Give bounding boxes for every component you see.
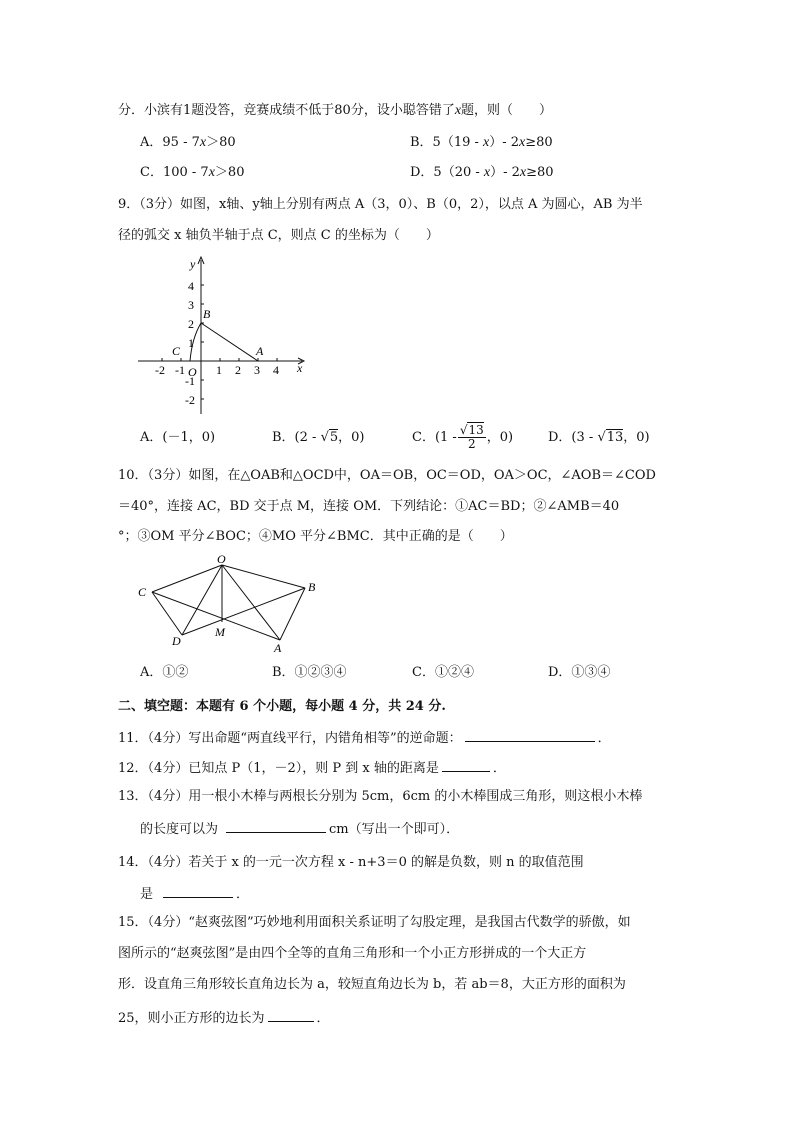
- q10-option-c[interactable]: C．①②④: [412, 665, 474, 680]
- segment-cd: [152, 592, 182, 635]
- tick-x-neg2: -2: [155, 363, 165, 377]
- label-a: A: [256, 344, 264, 358]
- q13-line-2: [140, 818, 459, 840]
- q13-unit: cm（写出一个即可）．: [329, 822, 460, 837]
- q11-answer-blank[interactable]: [465, 727, 595, 742]
- q12: [118, 757, 506, 779]
- segment-bd: [182, 588, 305, 635]
- axis-ticks: [162, 285, 277, 399]
- q15-line-4: [118, 1007, 330, 1029]
- tick-x-neg1: -1: [175, 363, 185, 377]
- q8-option-b-var1: x: [483, 135, 490, 150]
- label-x: x: [297, 361, 303, 375]
- q8-option-b-var2: x: [519, 135, 526, 150]
- q8-option-a[interactable]: [140, 133, 236, 153]
- tick-y-3: 3: [188, 298, 194, 312]
- tick-x-2: 2: [235, 363, 241, 377]
- q14-text: 是: [140, 887, 154, 902]
- q8-option-a-end: ＞80: [206, 135, 236, 150]
- q10-line-3: °；③OM 平分∠BOC；④MO 平分∠BMC．其中正确的是（ ）: [118, 529, 513, 544]
- q14-end: ．: [236, 887, 250, 902]
- q9-option-c-numerator: 13: [468, 423, 484, 437]
- q8-option-b-text: B．5（19 -: [410, 135, 484, 150]
- q11: [118, 727, 611, 749]
- q15-line-2: 图所示的“赵爽弦图”是由四个全等的直角三角形和一个小正方形拼成的一个大正方: [118, 946, 587, 961]
- q15-answer-blank[interactable]: [268, 1007, 314, 1022]
- q8-option-a-text: A．95 - 7: [140, 135, 200, 150]
- tick-x-3: 3: [254, 363, 260, 377]
- q14-line-2: [140, 883, 249, 905]
- q9-option-d-radicand: 13: [606, 430, 624, 445]
- q9-option-d-post: ，0): [623, 430, 650, 445]
- q14-answer-blank[interactable]: [163, 883, 233, 898]
- q10-option-d[interactable]: D．①③④: [548, 665, 611, 680]
- q14-line-1: 14．（4分）若关于 x 的一元一次方程 x - n+3＝0 的解是负数，则 n 的取值范围: [118, 855, 584, 870]
- q9-option-b[interactable]: B．(2 - √5，0): [272, 430, 365, 445]
- q8-option-d-end: ≥80: [526, 165, 554, 180]
- label-o: O: [188, 365, 197, 379]
- q8-option-b-mid: ）- 2: [489, 135, 520, 150]
- q15-line-3: 形．设直角三角形较长直角边长为 a，较短直角边长为 b，若 ab＝8，大正方形的面积为: [118, 977, 626, 992]
- q9-option-d-pre: D．(3 -: [548, 430, 598, 445]
- q9-coordinate-figure: [130, 252, 315, 420]
- label-c: C: [138, 585, 147, 599]
- label-b: B: [308, 580, 316, 594]
- q8-option-d-mid: ）- 2: [490, 165, 520, 180]
- tick-x-1: 1: [216, 363, 222, 377]
- q9-line-2: 径的弧交 x 轴负半轴于点 C，则点 C 的坐标为（ ）: [118, 228, 439, 243]
- q13-text: 的长度可以为: [140, 822, 219, 837]
- tick-x-4: 4: [273, 363, 279, 377]
- q11-text: 11．（4分）写出命题“两直线平行，内错角相等”的逆命题：: [118, 731, 462, 746]
- tick-y-4: 4: [188, 279, 194, 293]
- q8-option-d[interactable]: [410, 163, 554, 183]
- label-o: O: [217, 555, 226, 566]
- q8-option-c-end: ＞80: [214, 165, 245, 180]
- label-d: D: [172, 634, 181, 648]
- q9-option-c-denominator: 2: [467, 437, 476, 451]
- q8-option-d-var1: x: [483, 165, 491, 180]
- q9-option-c[interactable]: [412, 422, 513, 454]
- q9-option-b-pre: B．(2 -: [272, 430, 321, 445]
- tick-y-neg1: -1: [185, 374, 195, 388]
- label-b: B: [203, 307, 211, 321]
- segment-ab: [201, 323, 258, 361]
- q11-end: ．: [597, 731, 611, 746]
- q10-option-b[interactable]: B．①②③④: [272, 665, 347, 680]
- label-c: C: [172, 344, 181, 358]
- label-a: A: [274, 641, 282, 655]
- q15-text: 25，则小正方形的边长为: [118, 1011, 265, 1026]
- q12-text: 12．（4分）已知点 P（1，－2），则 P 到 x 轴的距离是: [118, 761, 439, 776]
- q8-option-b-end: ≥80: [525, 135, 553, 150]
- q8-option-c[interactable]: [140, 163, 244, 183]
- segment-oc: [152, 565, 222, 592]
- q8-option-d-var2: x: [519, 165, 527, 180]
- q13-answer-blank[interactable]: [226, 818, 326, 833]
- q10-line-2: ＝40°，连接 AC，BD 交于点 M，连接 OM．下列结论：①AC＝BD；②∠AMB＝40: [118, 499, 620, 514]
- q8-option-c-text: C．100 - 7: [140, 165, 209, 180]
- q8-option-c-var: x: [208, 165, 215, 180]
- q15-end: ．: [316, 1011, 330, 1026]
- q8-var: x: [454, 103, 462, 118]
- q9-option-a[interactable]: A．(－1，0): [140, 430, 216, 445]
- q15-line-1: 15．（4分）“赵爽弦图”巧妙地利用面积关系证明了勾股定理，是我国古代数学的骄傲，如: [118, 915, 631, 930]
- q12-answer-blank[interactable]: [442, 757, 490, 772]
- q9-line-1: 9．（3分）如图，x轴、y轴上分别有两点 A（3，0）、B（0，2），以点 A 为圆心，AB 为半: [118, 197, 643, 212]
- q13-line-1: 13．（4分）用一根小木棒与两根长分别为 5cm，6cm 的小木棒围成三角形，则这根小木棒: [118, 789, 643, 804]
- q9-option-b-radicand: 5: [329, 430, 339, 445]
- q8-option-b[interactable]: [410, 133, 553, 153]
- q8-text-end: 题，则（ ）: [461, 103, 553, 118]
- q10-option-a[interactable]: A．①②: [140, 665, 189, 680]
- q9-option-c-post: ，0): [486, 430, 514, 445]
- q9-option-c-pre: C．(1 -: [412, 430, 457, 445]
- q8-text: 分．小滨有1题没答，竞赛成绩不低于80分，设小聪答错了: [118, 103, 455, 118]
- q10-line-1: 10．（3分）如图，在△OAB和△OCD中，OA＝OB，OC＝OD，OA＞OC，∠AOB＝∠COD: [118, 468, 656, 483]
- q9-option-c-fraction: $\frac{√13}{2}$: [459, 423, 484, 451]
- tick-y-1: 1: [188, 336, 194, 350]
- section-2-heading: 二、填空题：本题有 6 个小题，每小题 4 分，共 24 分.: [118, 699, 446, 714]
- tick-y-2: 2: [188, 317, 194, 331]
- q9-option-b-post: ，0): [338, 430, 365, 445]
- segment-ob: [222, 565, 305, 588]
- q8-option-a-var: x: [199, 135, 207, 150]
- q8-continuation: [118, 101, 552, 121]
- label-y: y: [190, 257, 196, 271]
- tick-y-neg2: -2: [185, 393, 195, 407]
- q12-end: ．: [492, 761, 506, 776]
- q8-option-d-text: D．5（20 -: [410, 165, 484, 180]
- q9-option-d[interactable]: D．(3 - √13，0): [548, 430, 650, 445]
- q10-triangle-figure: [130, 555, 330, 655]
- label-m: M: [215, 625, 225, 639]
